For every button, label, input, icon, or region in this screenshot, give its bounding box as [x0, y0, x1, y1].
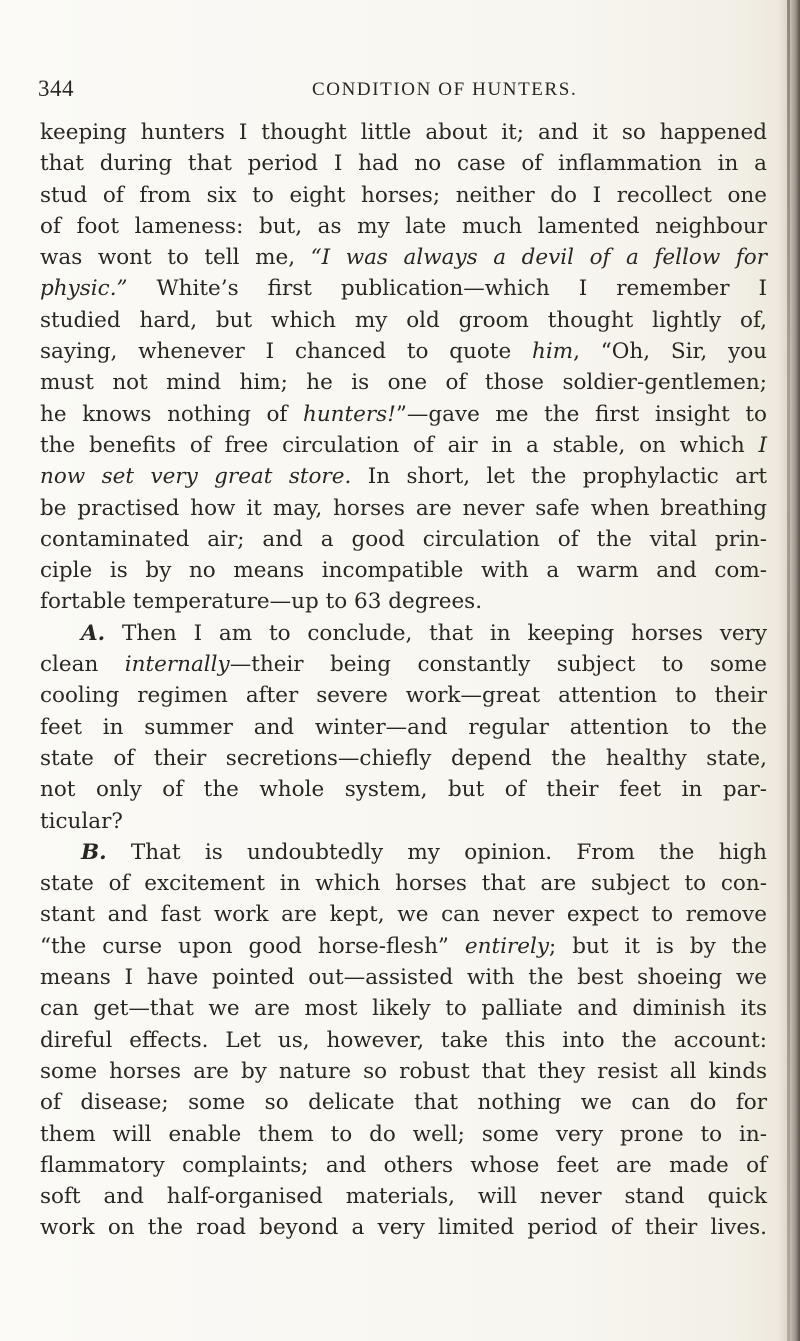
italic-word: him	[532, 339, 574, 365]
text-line: can get—that we are most likely to palliate and diminish its	[40, 996, 767, 1022]
text-line: now set very great store. In short, let the prophylactic art	[40, 464, 767, 490]
text-line: must not mind him; he is one of those soldier-gentlemen;	[40, 370, 767, 396]
page-number: 344	[38, 76, 74, 101]
text-line: means I have pointed out—assisted with the best shoeing we	[40, 965, 767, 991]
italic-word: internally	[124, 652, 230, 678]
text-line: direful effects. Let us, however, take this into the account:	[40, 1027, 767, 1053]
text-line: work on the road beyond a very limited period of their lives.	[40, 1215, 767, 1241]
text-line: ciple is by no means incompatible with a warm and com-	[40, 558, 767, 584]
text-line: be practised how it may, horses are never safe when breathing	[40, 495, 767, 521]
text-line: ticular?	[40, 808, 123, 834]
text-line: contaminated air; and a good circulation of the vital prin-	[40, 526, 767, 552]
italic-word: I	[758, 432, 767, 458]
italic-word: hunters!	[302, 401, 396, 427]
italic-word: physic.”	[40, 276, 128, 302]
text-line: flammatory complaints; and others whose feet are made of	[40, 1152, 767, 1178]
text-line: state of their secretions—chiefly depend the healthy state,	[40, 745, 767, 771]
text-line: soft and half-organised materials, will never stand quick	[40, 1184, 767, 1210]
text-line: of foot lameness: but, as my late much lamented neighbour	[40, 213, 767, 239]
text-line: studied hard, but which my old groom thought lightly of,	[40, 307, 767, 333]
text-line: feet in summer and winter—and regular attention to the	[40, 714, 767, 740]
page-binding-edge	[787, 0, 790, 1341]
text-line: keeping hunters I thought little about it; and it so happened	[40, 120, 767, 145]
text-line: fortable temperature—up to 63 degrees.	[40, 589, 483, 615]
text-line: physic.” White’s first publication—which I remember I	[40, 276, 767, 302]
text-line: of disease; some so delicate that nothing we can do for	[40, 1090, 767, 1116]
text-line: them will enable them to do well; some very prone to in-	[40, 1121, 767, 1147]
page-header	[0, 76, 800, 106]
text-line: A. Then I am to conclude, that in keeping horses very	[81, 620, 767, 646]
text-line: the benefits of free circulation of air in a stable, on which I	[40, 432, 767, 458]
italic-word: entirely	[464, 933, 550, 959]
text-line: stant and fast work are kept, we can never expect to remove	[40, 902, 767, 928]
text-line: cooling regimen after severe work—great attention to their	[40, 683, 767, 709]
text-line: B. That is undoubtedly my opinion. From the high	[81, 839, 767, 865]
speaker-label: A.	[81, 620, 106, 646]
text-line: that during that period I had no case of inflammation in a	[40, 151, 767, 177]
text-line: saying, whenever I chanced to quote him, “Oh, Sir, you	[40, 339, 768, 365]
speaker-label: B.	[81, 839, 107, 865]
text-line: was wont to tell me, “I was always a devil of a fellow for	[40, 245, 767, 271]
text-line: not only of the whole system, but of their feet in par-	[40, 777, 767, 803]
italic-phrase: now set very great store.	[40, 464, 352, 490]
text-line: some horses are by nature so robust that they resist all kinds	[40, 1058, 767, 1084]
running-head: CONDITION OF HUNTERS.	[312, 79, 578, 100]
text-line: stud of from six to eight horses; neither do I recollect one	[40, 182, 767, 208]
italic-quote: “I was always a devil of a fellow for	[310, 245, 767, 271]
text-line: he knows nothing of hunters!”—gave me the first insight to	[40, 401, 767, 427]
text-line: clean internally—their being constantly subject to some	[40, 652, 768, 678]
body-text	[40, 117, 767, 1244]
text-line: “the curse upon good horse-flesh” entirely; but it is by the	[40, 933, 767, 959]
text-line: state of excitement in which horses that are subject to con-	[40, 871, 767, 897]
